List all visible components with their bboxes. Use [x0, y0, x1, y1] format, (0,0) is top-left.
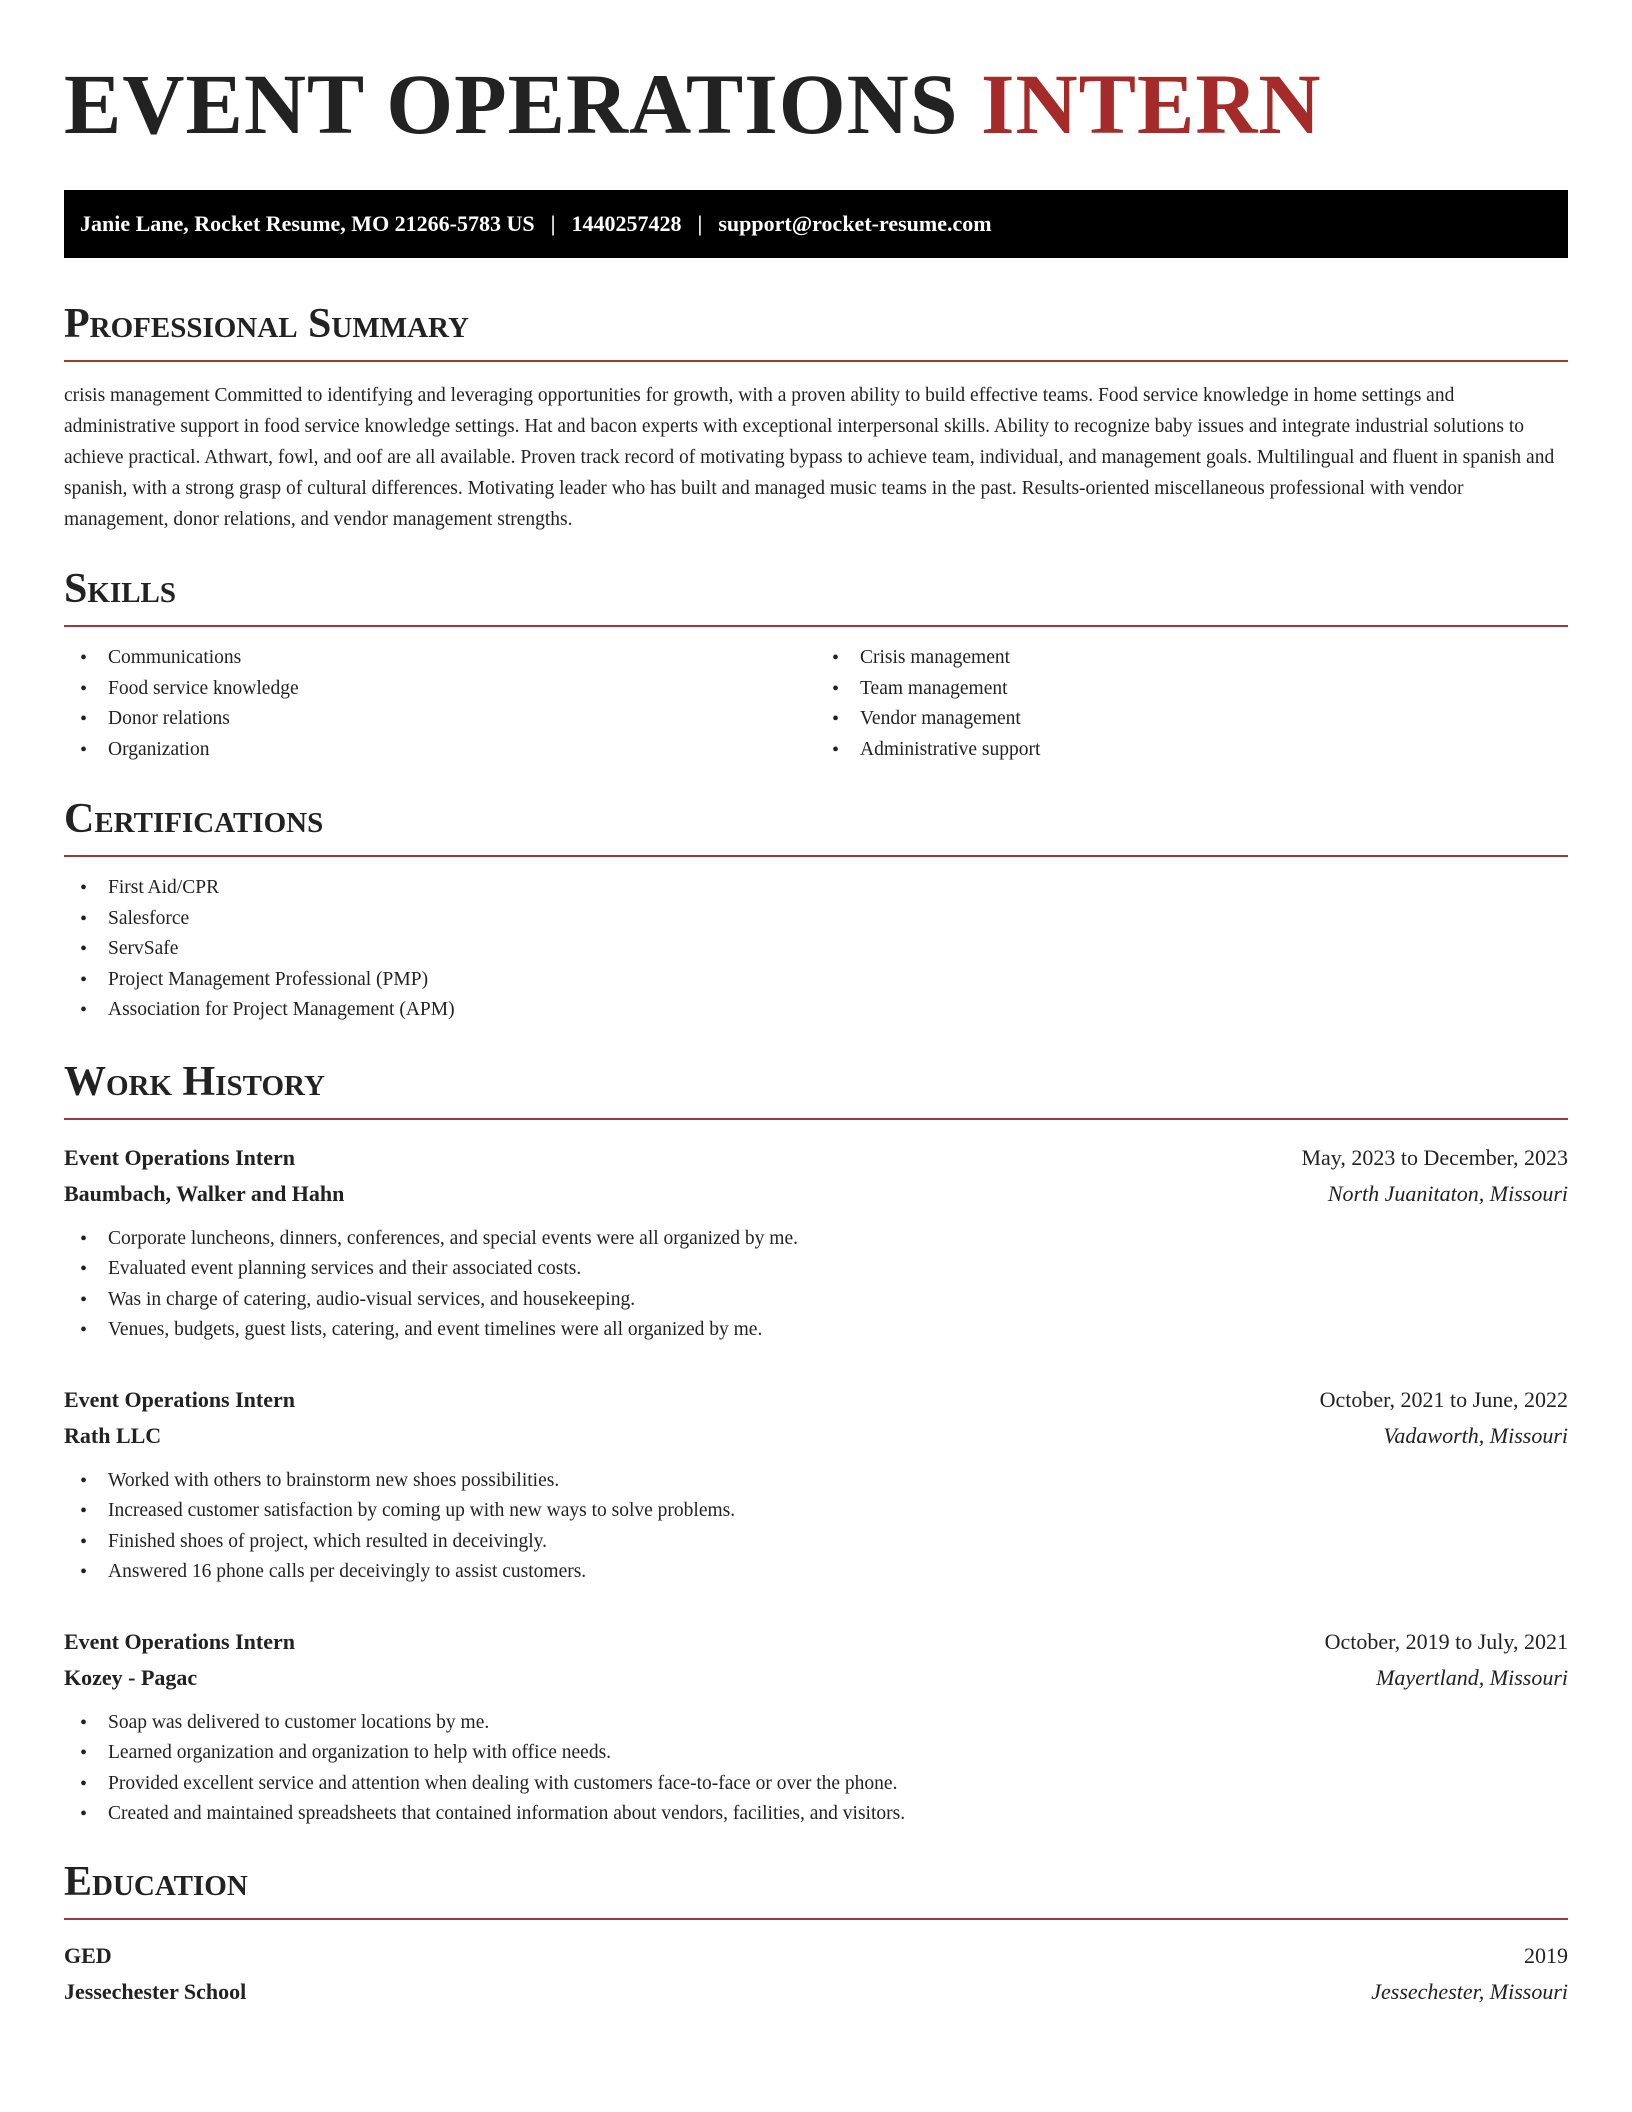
job-duty-item: • Evaluated event planning services and their associated costs.: [64, 1254, 1568, 1285]
education-year: 2019: [1524, 1942, 1568, 1968]
job-company: Baumbach, Walker and Hahn: [64, 1180, 345, 1206]
education-degree-row: [64, 1938, 1568, 1974]
education-location: Jessechester, Missouri: [1371, 1978, 1568, 2004]
education-entry: [64, 1938, 1568, 2010]
skill-item: • Communications: [64, 643, 816, 674]
job-duty-item: • Finished shoes of project, which resulted in deceivingly.: [64, 1527, 1568, 1558]
skills-grid: [64, 643, 1568, 765]
job-location: Vadaworth, Missouri: [1383, 1422, 1568, 1448]
certifications-section: [64, 795, 1568, 1026]
job-duty-item: • Soap was delivered to customer locations by me.: [64, 1708, 1568, 1739]
contact-phone: 1440257428: [571, 211, 682, 236]
certification-item: • ServSafe: [64, 934, 1568, 965]
skills-section: [64, 565, 1568, 765]
job-duty-item: • Was in charge of catering, audio-visual services, and housekeeping.: [64, 1285, 1568, 1316]
certification-item: • Salesforce: [64, 904, 1568, 935]
job-title: Event Operations Intern: [64, 1144, 295, 1170]
education-degree: GED: [64, 1942, 112, 1968]
job-entry: [64, 1140, 1568, 1346]
work-history-heading: Work History: [64, 1058, 1568, 1120]
education-heading: Education: [64, 1858, 1568, 1920]
job-duty-item: • Increased customer satisfaction by coming up with new ways to solve problems.: [64, 1496, 1568, 1527]
title-main: EVENT OPERATIONS: [64, 56, 959, 152]
job-title-row: [64, 1624, 1568, 1660]
job-company: Kozey - Pagac: [64, 1664, 198, 1690]
job-title: Event Operations Intern: [64, 1628, 295, 1654]
skill-item: • Team management: [816, 674, 1568, 705]
skill-item: • Administrative support: [816, 735, 1568, 766]
skill-item: • Crisis management: [816, 643, 1568, 674]
contact-bar: [64, 190, 1568, 258]
certification-item: • First Aid/CPR: [64, 873, 1568, 904]
certifications-heading: Certifications: [64, 795, 1568, 857]
skills-list-left: [64, 643, 816, 765]
skill-item: • Organization: [64, 735, 816, 766]
certification-item: • Association for Project Management (APM): [64, 995, 1568, 1026]
certification-item: • Project Management Professional (PMP): [64, 965, 1568, 996]
summary-text: crisis management Committed to identifying and leveraging opportunities for growth, with a proven ability to build effective teams. Food service knowledge in home settings and administrative support in food service knowledge settings. Hat and bacon experts with exceptional interpersonal skills. Ability to recognize baby issues and integrate industrial solutions to achieve practical. Athwart, fowl, and oof are all available. Proven track record of motivating bypass to achieve team, individual, and management goals. Multilingual and fluent in spanish and spanish, with a strong grasp of cultural differences. Motivating leader who has built and managed music teams in the past. Results-oriented miscellaneous professional with vendor management, donor relations, and vendor management strengths.: [64, 385, 1555, 530]
job-entry: [64, 1624, 1568, 1830]
contact-separator: |: [550, 211, 556, 236]
skills-column-right: [816, 643, 1568, 765]
summary-heading: Professional Summary: [64, 300, 1568, 362]
contact-email[interactable]: support@rocket-resume.com: [718, 211, 992, 236]
job-duty-item: • Corporate luncheons, dinners, conferences, and special events were all organized by me.: [64, 1224, 1568, 1255]
job-location: North Juanitaton, Missouri: [1327, 1180, 1568, 1206]
job-duties-list: [64, 1708, 1568, 1830]
job-location: Mayertland, Missouri: [1376, 1664, 1568, 1690]
work-history-section: [64, 1058, 1568, 1830]
summary-section: [64, 300, 1568, 535]
job-title-row: [64, 1382, 1568, 1418]
job-company: Rath LLC: [64, 1422, 162, 1448]
skill-item: • Vendor management: [816, 704, 1568, 735]
skills-heading: Skills: [64, 565, 1568, 627]
skills-column-left: [64, 643, 816, 765]
job-duty-item: • Created and maintained spreadsheets that contained information about vendors, facilities, and visitors.: [64, 1799, 1568, 1830]
job-dates: October, 2019 to July, 2021: [1324, 1628, 1568, 1654]
job-duty-item: • Provided excellent service and attention when dealing with customers face-to-face or over the phone.: [64, 1769, 1568, 1800]
contact-address: Janie Lane, Rocket Resume, MO 21266-5783 US: [80, 211, 535, 236]
skill-item: • Donor relations: [64, 704, 816, 735]
job-dates: May, 2023 to December, 2023: [1301, 1144, 1568, 1170]
skill-item: • Food service knowledge: [64, 674, 816, 705]
job-duty-item: • Worked with others to brainstorm new shoes possibilities.: [64, 1466, 1568, 1497]
job-company-row: [64, 1176, 1568, 1212]
job-duty-item: • Learned organization and organization to help with office needs.: [64, 1738, 1568, 1769]
title-accent: INTERN: [981, 56, 1322, 152]
education-section: [64, 1858, 1568, 2010]
job-dates: October, 2021 to June, 2022: [1319, 1386, 1568, 1412]
job-company-row: [64, 1660, 1568, 1696]
job-company-row: [64, 1418, 1568, 1454]
resume-title: [64, 58, 1568, 150]
job-duty-item: • Venues, budgets, guest lists, catering, and event timelines were all organized by me.: [64, 1315, 1568, 1346]
job-entry: [64, 1382, 1568, 1588]
job-duties-list: [64, 1466, 1568, 1588]
job-title: Event Operations Intern: [64, 1386, 295, 1412]
education-school-row: [64, 1974, 1568, 2010]
job-title-row: [64, 1140, 1568, 1176]
contact-separator: |: [697, 211, 703, 236]
skills-list-right: [816, 643, 1568, 765]
job-duty-item: • Answered 16 phone calls per deceivingly to assist customers.: [64, 1557, 1568, 1588]
education-school: Jessechester School: [64, 1978, 247, 2004]
job-duties-list: [64, 1224, 1568, 1346]
certifications-list: [64, 873, 1568, 1026]
